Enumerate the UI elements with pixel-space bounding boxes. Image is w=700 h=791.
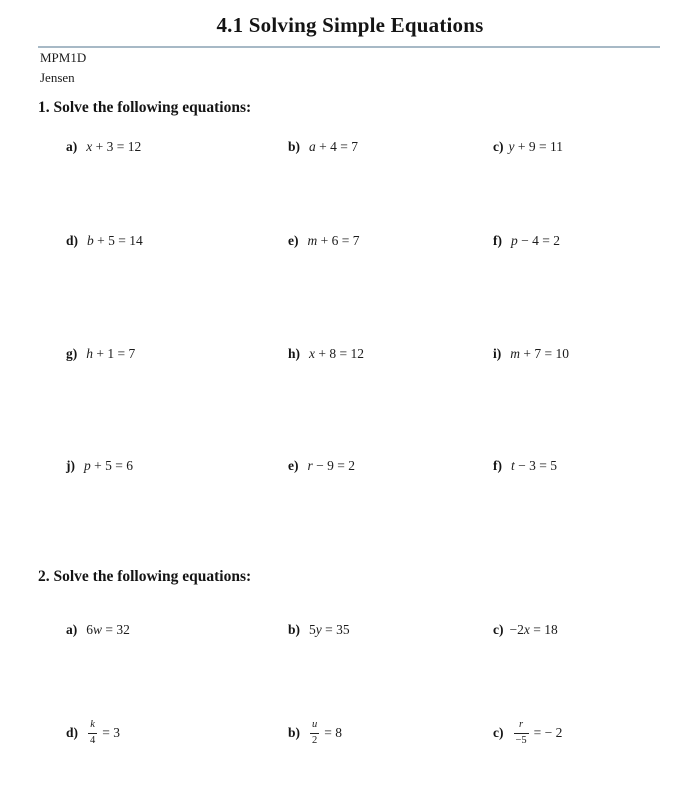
problem-label: g)	[66, 346, 78, 361]
problem-label: a)	[66, 139, 78, 154]
equation-variable: y	[315, 622, 322, 637]
equation-rest: + 7 = 10	[520, 346, 569, 361]
equation-variable: p	[84, 458, 91, 473]
section-1-heading: 1. Solve the following equations:	[38, 99, 252, 116]
equation-rest: + 1 = 7	[93, 346, 136, 361]
equation	[511, 458, 557, 473]
problem-label: i)	[493, 346, 502, 361]
equation-rest: − 4 = 2	[517, 233, 560, 248]
problem-label: c)	[493, 622, 504, 637]
equation-variable: a	[309, 139, 316, 154]
equation-rhs: = − 2	[533, 725, 563, 740]
problem-item	[288, 712, 342, 754]
equation-variable: y	[508, 139, 515, 154]
problem-label: c)	[493, 725, 504, 740]
equation-variable: m	[510, 346, 520, 361]
equation-rest: + 8 = 12	[315, 346, 364, 361]
equation	[309, 346, 364, 361]
equation	[86, 622, 130, 637]
equation-rest: + 9 = 11	[514, 139, 563, 154]
equation-variable: m	[307, 233, 318, 248]
equation-rest: = 18	[529, 622, 558, 637]
page-title: 4.1 Solving Simple Equations	[216, 13, 484, 37]
problem-item	[288, 346, 364, 362]
problem-item	[493, 458, 557, 474]
problem-label: d)	[66, 725, 79, 740]
equation-variable: x	[309, 346, 316, 361]
fraction-denominator: 2	[312, 734, 318, 746]
problem-item	[493, 346, 569, 362]
fraction	[514, 720, 529, 746]
course-code: MPM1D	[40, 50, 87, 65]
problem-label: f)	[493, 233, 502, 248]
problem-label: h)	[288, 346, 301, 361]
equation	[87, 233, 143, 248]
equation-rhs: = 3	[102, 725, 121, 740]
section-2-heading: 2. Solve the following equations:	[38, 568, 252, 585]
equation	[84, 458, 133, 473]
equation-rest: = 35	[321, 622, 350, 637]
problem-item	[66, 712, 120, 754]
equation-variable: x	[86, 139, 93, 154]
equation	[510, 346, 569, 361]
problem-item	[493, 622, 558, 638]
problem-item	[288, 139, 358, 155]
equation-rhs: = 8	[324, 725, 343, 740]
equation-coefficient: 6	[86, 622, 93, 637]
problem-item	[66, 139, 141, 155]
equation-variable: t	[511, 458, 515, 473]
equation-rest: + 5 = 6	[90, 458, 133, 473]
fraction	[88, 720, 97, 746]
problem-item	[288, 622, 350, 638]
problem-label: d)	[66, 233, 79, 248]
equation	[511, 233, 560, 248]
problem-label: e)	[288, 458, 299, 473]
problem-item	[493, 233, 560, 249]
problem-item	[288, 233, 359, 249]
equation-rest: = 32	[102, 622, 130, 637]
problem-label: b)	[288, 139, 301, 154]
equation-variable: h	[86, 346, 93, 361]
problem-label: j)	[66, 458, 75, 473]
equation	[309, 622, 350, 637]
fraction-numerator: u	[312, 719, 318, 730]
problem-label: b)	[288, 725, 301, 740]
problem-item	[66, 622, 130, 638]
equation-rest: + 4 = 7	[315, 139, 358, 154]
equation-variable: w	[93, 622, 103, 637]
equation-rest: − 9 = 2	[312, 458, 355, 473]
problem-item	[66, 458, 133, 474]
fraction-numerator: k	[90, 719, 95, 730]
problem-label: e)	[288, 233, 299, 248]
equation-coefficient: 5	[309, 622, 316, 637]
problem-label: f)	[493, 458, 502, 473]
equation	[86, 346, 135, 361]
problem-item	[493, 139, 563, 155]
equation-variable: p	[511, 233, 518, 248]
problem-item	[288, 458, 355, 474]
fraction-numerator: r	[519, 719, 524, 730]
teacher-name: Jensen	[40, 70, 75, 85]
equation	[510, 622, 558, 637]
problem-label: a)	[66, 622, 78, 637]
title-divider	[38, 46, 660, 48]
equation-rest: + 3 = 12	[92, 139, 142, 154]
equation	[308, 458, 356, 473]
problem-item	[66, 346, 135, 362]
fraction	[310, 720, 319, 746]
equation	[309, 139, 358, 154]
problem-item	[493, 712, 562, 754]
problem-label: c)	[493, 139, 504, 154]
equation	[86, 139, 141, 154]
equation-rest: + 5 = 14	[93, 233, 143, 248]
equation-rest: − 3 = 5	[514, 458, 557, 473]
equation-variable: b	[87, 233, 94, 248]
equation-rest: + 6 = 7	[317, 233, 360, 248]
problem-item	[66, 233, 143, 249]
equation-coefficient: −2	[509, 622, 524, 637]
fraction-denominator: 4	[90, 734, 96, 746]
equation	[308, 233, 360, 248]
equation-variable: x	[523, 622, 530, 637]
fraction-denominator: −5	[515, 734, 527, 746]
equation	[509, 139, 563, 154]
problem-label: b)	[288, 622, 301, 637]
equation-variable: r	[307, 458, 313, 473]
